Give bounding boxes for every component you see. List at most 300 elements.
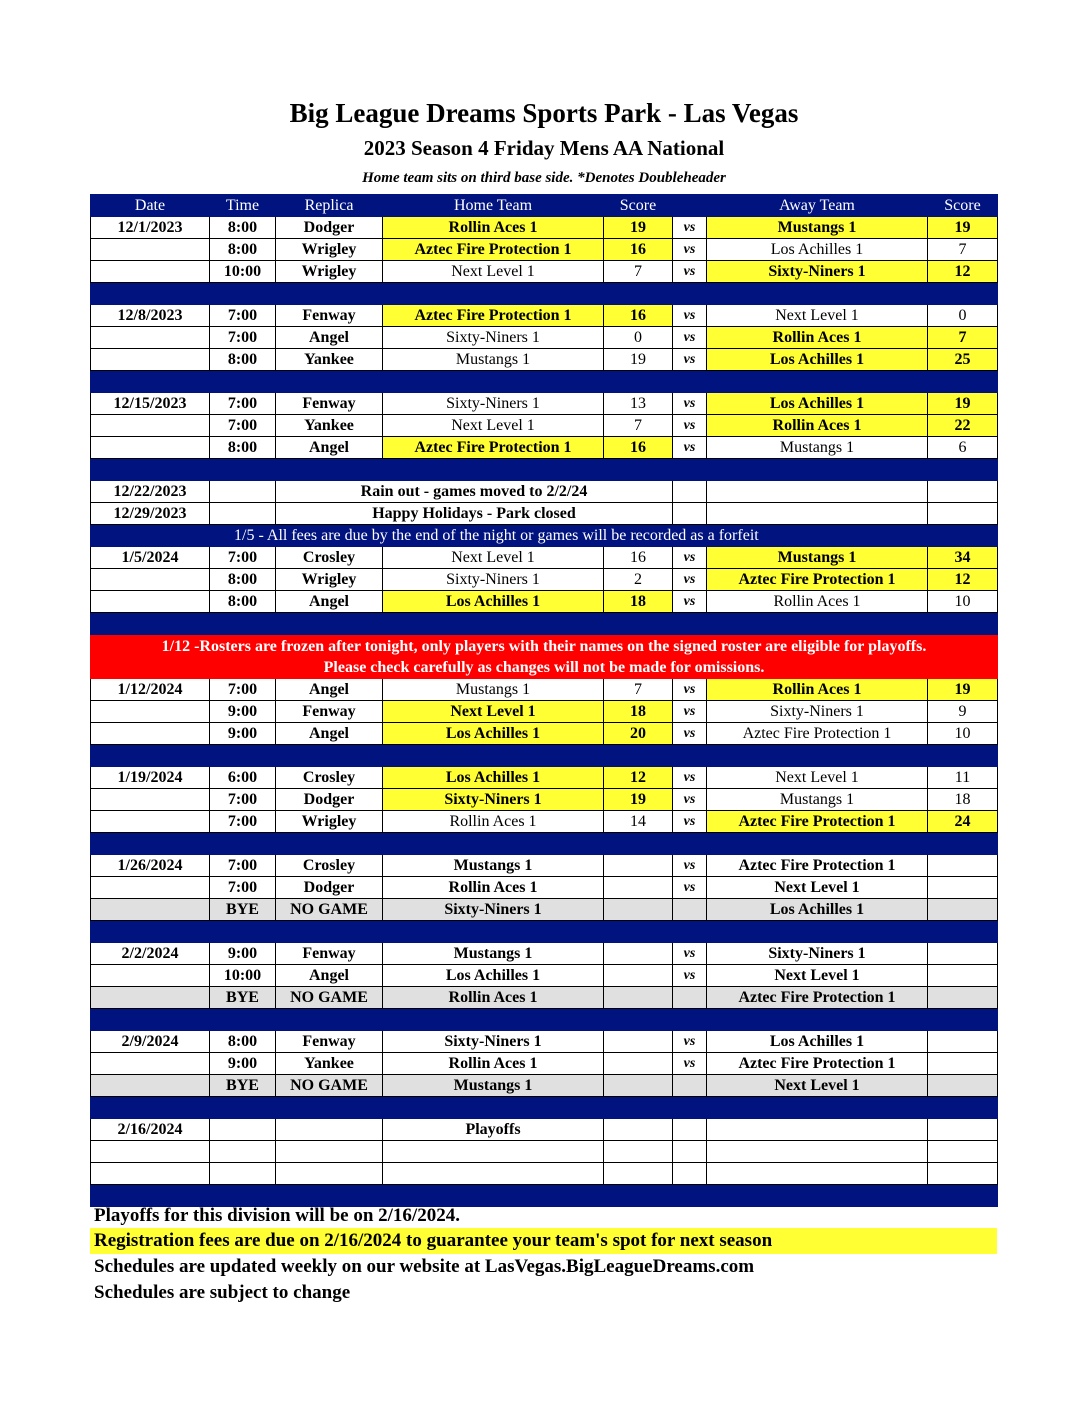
roster-alert: [91, 635, 998, 679]
separator-cell: [707, 371, 928, 393]
vs-cell: vs: [673, 547, 707, 569]
home-score-cell: [604, 1053, 673, 1075]
separator-cell: [276, 613, 383, 635]
replica-field-cell: NO GAME: [276, 1075, 383, 1097]
game-row: [91, 1163, 998, 1185]
vs-cell: vs: [673, 569, 707, 591]
home-team-cell: [383, 1163, 604, 1185]
separator-row: [91, 1097, 998, 1119]
vs-cell: [673, 987, 707, 1009]
replica-field-cell: Wrigley: [276, 239, 383, 261]
away-team-cell: Aztec Fire Protection 1: [707, 987, 928, 1009]
date-cell: 1/26/2024: [91, 855, 210, 877]
home-score-cell: [604, 1075, 673, 1097]
date-cell: [91, 723, 210, 745]
time-cell: 7:00: [210, 811, 276, 833]
date-cell: 1/19/2024: [91, 767, 210, 789]
game-row: [91, 1031, 998, 1053]
away-team-cell: Mustangs 1: [707, 789, 928, 811]
announcement-row: [91, 525, 998, 547]
away-team-cell: [707, 1141, 928, 1163]
vs-cell: vs: [673, 965, 707, 987]
home-team-cell: Mustangs 1: [383, 679, 604, 701]
away-team-cell: Los Achilles 1: [707, 393, 928, 415]
home-score-cell: 2: [604, 569, 673, 591]
time-cell: 9:00: [210, 1053, 276, 1075]
away-score-cell: [928, 855, 998, 877]
separator-cell: [928, 1097, 998, 1119]
home-score-cell: 16: [604, 239, 673, 261]
time-cell: [210, 503, 276, 525]
away-team-cell: Los Achilles 1: [707, 349, 928, 371]
time-cell: 7:00: [210, 547, 276, 569]
away-team-cell: Next Level 1: [707, 965, 928, 987]
separator-cell: [276, 459, 383, 481]
replica-field-cell: Crosley: [276, 855, 383, 877]
away-score-cell: 0: [928, 305, 998, 327]
vs-cell: vs: [673, 305, 707, 327]
home-score-cell: 18: [604, 701, 673, 723]
date-cell: 12/8/2023: [91, 305, 210, 327]
game-row: [91, 1141, 998, 1163]
replica-field-cell: Fenway: [276, 393, 383, 415]
separator-cell: [210, 745, 276, 767]
replica-field-cell: [276, 1163, 383, 1185]
time-cell: 10:00: [210, 261, 276, 283]
vs-cell: vs: [673, 723, 707, 745]
vs-cell: vs: [673, 943, 707, 965]
col-header-date: Date: [91, 195, 210, 217]
time-cell: 9:00: [210, 943, 276, 965]
home-score-cell: 16: [604, 437, 673, 459]
time-cell: [210, 1141, 276, 1163]
away-score-cell: [928, 1163, 998, 1185]
separator-cell: [604, 459, 673, 481]
away-score-cell: [928, 1141, 998, 1163]
away-score-cell: 10: [928, 723, 998, 745]
home-team-cell: Sixty-Niners 1: [383, 327, 604, 349]
footer-change-note: Schedules are subject to change: [94, 1282, 351, 1303]
replica-field-cell: NO GAME: [276, 899, 383, 921]
replica-field-cell: Angel: [276, 437, 383, 459]
away-team-cell: Rollin Aces 1: [707, 415, 928, 437]
separator-row: [91, 833, 998, 855]
home-team-cell: Aztec Fire Protection 1: [383, 437, 604, 459]
game-row: [91, 415, 998, 437]
replica-field-cell: Fenway: [276, 305, 383, 327]
separator-cell: [383, 459, 604, 481]
away-team-cell: [707, 1119, 928, 1141]
replica-field-cell: Crosley: [276, 767, 383, 789]
replica-field-cell: Wrigley: [276, 569, 383, 591]
bye-row: [91, 987, 998, 1009]
time-cell: 8:00: [210, 569, 276, 591]
home-team-cell: Sixty-Niners 1: [383, 393, 604, 415]
separator-cell: [604, 371, 673, 393]
home-score-cell: [604, 987, 673, 1009]
date-cell: [91, 591, 210, 613]
away-team-cell: Los Achilles 1: [707, 1031, 928, 1053]
date-cell: [91, 1053, 210, 1075]
game-row: [91, 789, 998, 811]
game-row: [91, 393, 998, 415]
separator-cell: [604, 833, 673, 855]
date-cell: [91, 877, 210, 899]
separator-cell: [383, 833, 604, 855]
date-cell: [91, 965, 210, 987]
separator-cell: [383, 371, 604, 393]
separator-cell: [276, 921, 383, 943]
game-row: [91, 1053, 998, 1075]
home-team-cell: Sixty-Niners 1: [383, 789, 604, 811]
separator-cell: [383, 613, 604, 635]
separator-cell: [383, 283, 604, 305]
home-team-cell: Mustangs 1: [383, 943, 604, 965]
separator-row: [91, 283, 998, 305]
vs-cell: vs: [673, 239, 707, 261]
game-row: [91, 547, 998, 569]
game-row: [91, 767, 998, 789]
replica-field-cell: Dodger: [276, 217, 383, 239]
home-score-cell: 19: [604, 217, 673, 239]
vs-cell: vs: [673, 789, 707, 811]
away-team-cell: Next Level 1: [707, 877, 928, 899]
separator-cell: [91, 745, 210, 767]
home-team-cell: Sixty-Niners 1: [383, 1031, 604, 1053]
away-score-cell: [928, 481, 998, 503]
separator-row: [91, 371, 998, 393]
time-cell: 7:00: [210, 877, 276, 899]
away-score-cell: 7: [928, 327, 998, 349]
date-cell: [91, 789, 210, 811]
replica-field-cell: [276, 1119, 383, 1141]
date-cell: [91, 899, 210, 921]
separator-cell: [928, 921, 998, 943]
separator-cell: [91, 921, 210, 943]
time-cell: BYE: [210, 987, 276, 1009]
vs-cell: vs: [673, 393, 707, 415]
away-team-cell: Mustangs 1: [707, 437, 928, 459]
separator-row: [91, 745, 998, 767]
away-score-cell: 24: [928, 811, 998, 833]
home-team-cell: Rollin Aces 1: [383, 217, 604, 239]
vs-cell: [673, 899, 707, 921]
home-score-cell: [604, 943, 673, 965]
date-cell: 12/29/2023: [91, 503, 210, 525]
replica-field-cell: Yankee: [276, 1053, 383, 1075]
home-score-cell: 0: [604, 327, 673, 349]
date-cell: [91, 569, 210, 591]
home-team-cell: Los Achilles 1: [383, 723, 604, 745]
home-team-cell: Playoffs: [383, 1119, 604, 1141]
separator-cell: [928, 613, 998, 635]
away-score-cell: [928, 1075, 998, 1097]
date-cell: [91, 701, 210, 723]
vs-cell: [673, 1141, 707, 1163]
away-score-cell: [928, 1053, 998, 1075]
away-team-cell: Aztec Fire Protection 1: [707, 723, 928, 745]
vs-cell: vs: [673, 415, 707, 437]
col-header-away-team: Away Team: [707, 195, 928, 217]
home-score-cell: 14: [604, 811, 673, 833]
vs-cell: [673, 1163, 707, 1185]
vs-cell: [673, 481, 707, 503]
time-cell: 7:00: [210, 305, 276, 327]
separator-cell: [707, 459, 928, 481]
away-score-cell: [928, 877, 998, 899]
separator-cell: [673, 745, 707, 767]
away-team-cell: Mustangs 1: [707, 547, 928, 569]
replica-field-cell: Angel: [276, 965, 383, 987]
note-text: Happy Holidays - Park closed: [276, 503, 673, 525]
home-team-cell: Rollin Aces 1: [383, 877, 604, 899]
game-row: [91, 437, 998, 459]
separator-cell: [210, 833, 276, 855]
game-row: [91, 679, 998, 701]
game-row: [91, 943, 998, 965]
separator-cell: [276, 371, 383, 393]
vs-cell: vs: [673, 855, 707, 877]
away-team-cell: Sixty-Niners 1: [707, 701, 928, 723]
home-score-cell: [604, 899, 673, 921]
separator-cell: [673, 371, 707, 393]
home-score-cell: 7: [604, 415, 673, 437]
separator-cell: [383, 745, 604, 767]
replica-field-cell: Dodger: [276, 877, 383, 899]
replica-field-cell: Fenway: [276, 943, 383, 965]
game-row: [91, 877, 998, 899]
bye-row: [91, 1075, 998, 1097]
time-cell: 10:00: [210, 965, 276, 987]
home-score-cell: 20: [604, 723, 673, 745]
replica-field-cell: Crosley: [276, 547, 383, 569]
away-team-cell: Next Level 1: [707, 305, 928, 327]
schedule-body: [91, 195, 998, 1207]
date-cell: 12/15/2023: [91, 393, 210, 415]
away-team-cell: Aztec Fire Protection 1: [707, 1053, 928, 1075]
replica-field-cell: Angel: [276, 591, 383, 613]
separator-cell: [383, 1097, 604, 1119]
separator-cell: [276, 745, 383, 767]
replica-field-cell: Fenway: [276, 701, 383, 723]
vs-cell: vs: [673, 261, 707, 283]
away-score-cell: [928, 965, 998, 987]
separator-cell: [91, 1097, 210, 1119]
col-header-replica: Replica: [276, 195, 383, 217]
separator-cell: [91, 613, 210, 635]
home-team-cell: Rollin Aces 1: [383, 811, 604, 833]
replica-field-cell: Yankee: [276, 415, 383, 437]
away-score-cell: 11: [928, 767, 998, 789]
separator-cell: [928, 283, 998, 305]
vs-cell: vs: [673, 1053, 707, 1075]
separator-cell: [210, 283, 276, 305]
home-score-cell: [604, 1163, 673, 1185]
vs-cell: vs: [673, 591, 707, 613]
announcement-text: 1/5 - All fees are due by the end of the night or games will be recorded as a forfeit: [210, 525, 998, 547]
home-score-cell: 7: [604, 679, 673, 701]
away-team-cell: Rollin Aces 1: [707, 679, 928, 701]
time-cell: 7:00: [210, 415, 276, 437]
date-cell: [91, 811, 210, 833]
away-team-cell: Aztec Fire Protection 1: [707, 811, 928, 833]
time-cell: [210, 481, 276, 503]
date-cell: 2/9/2024: [91, 1031, 210, 1053]
vs-cell: vs: [673, 811, 707, 833]
home-score-cell: 19: [604, 789, 673, 811]
home-score-cell: [604, 877, 673, 899]
game-row: [91, 701, 998, 723]
away-team-cell: Rollin Aces 1: [707, 591, 928, 613]
vs-cell: vs: [673, 349, 707, 371]
home-team-cell: [383, 1141, 604, 1163]
time-cell: 7:00: [210, 393, 276, 415]
home-score-cell: 16: [604, 305, 673, 327]
home-team-cell: Sixty-Niners 1: [383, 569, 604, 591]
game-row: [91, 811, 998, 833]
separator-cell: [210, 459, 276, 481]
bye-row: [91, 899, 998, 921]
vs-cell: vs: [673, 327, 707, 349]
separator-cell: [210, 921, 276, 943]
away-score-cell: 22: [928, 415, 998, 437]
home-team-cell: Next Level 1: [383, 547, 604, 569]
separator-cell: [707, 1097, 928, 1119]
vs-cell: [673, 1119, 707, 1141]
separator-cell: [276, 1097, 383, 1119]
time-cell: 9:00: [210, 723, 276, 745]
separator-cell: [707, 613, 928, 635]
time-cell: 8:00: [210, 437, 276, 459]
away-score-cell: [928, 1031, 998, 1053]
game-row: [91, 239, 998, 261]
date-cell: [91, 437, 210, 459]
separator-cell: [928, 833, 998, 855]
home-team-cell: Next Level 1: [383, 261, 604, 283]
separator-cell: [91, 1009, 210, 1031]
date-cell: 12/22/2023: [91, 481, 210, 503]
time-cell: [210, 1163, 276, 1185]
game-row: [91, 261, 998, 283]
date-cell: 1/5/2024: [91, 547, 210, 569]
home-team-cell: Mustangs 1: [383, 855, 604, 877]
date-cell: [91, 327, 210, 349]
replica-field-cell: Dodger: [276, 789, 383, 811]
home-score-cell: 13: [604, 393, 673, 415]
separator-cell: [707, 833, 928, 855]
game-row: [91, 305, 998, 327]
vs-cell: vs: [673, 679, 707, 701]
away-team-cell: Aztec Fire Protection 1: [707, 855, 928, 877]
date-cell: [91, 987, 210, 1009]
footer-playoffs-note: Playoffs for this division will be on 2/16/2024.: [94, 1205, 460, 1226]
away-team-cell: Los Achilles 1: [707, 899, 928, 921]
roster-alert-line1: 1/12 -Rosters are frozen after tonight, only players with their names on the signed roster are eligible for playoffs.: [161, 637, 927, 655]
home-score-cell: [604, 1031, 673, 1053]
header-row: [91, 195, 998, 217]
separator-cell: [276, 833, 383, 855]
home-score-cell: [604, 855, 673, 877]
date-cell: 12/1/2023: [91, 217, 210, 239]
time-cell: 8:00: [210, 1031, 276, 1053]
away-team-cell: [707, 503, 928, 525]
home-team-cell: Sixty-Niners 1: [383, 899, 604, 921]
home-team-cell: Next Level 1: [383, 415, 604, 437]
time-cell: BYE: [210, 1075, 276, 1097]
vs-cell: vs: [673, 701, 707, 723]
away-score-cell: 19: [928, 679, 998, 701]
game-row: [91, 569, 998, 591]
date-cell: [91, 261, 210, 283]
separator-cell: [928, 745, 998, 767]
vs-cell: vs: [673, 1031, 707, 1053]
date-cell: [91, 239, 210, 261]
vs-cell: [673, 503, 707, 525]
game-row: [91, 327, 998, 349]
away-score-cell: [928, 899, 998, 921]
replica-field-cell: Angel: [276, 679, 383, 701]
separator-cell: [210, 613, 276, 635]
away-score-cell: 7: [928, 239, 998, 261]
vs-cell: vs: [673, 877, 707, 899]
home-score-cell: 18: [604, 591, 673, 613]
footer-registration-note: Registration fees are due on 2/16/2024 to guarantee your team's spot for next season: [90, 1228, 997, 1254]
separator-cell: [673, 1097, 707, 1119]
date-cell: [91, 415, 210, 437]
home-team-cell: Rollin Aces 1: [383, 987, 604, 1009]
time-cell: 8:00: [210, 217, 276, 239]
away-team-cell: Los Achilles 1: [707, 239, 928, 261]
home-team-cell: Los Achilles 1: [383, 767, 604, 789]
home-team-cell: Aztec Fire Protection 1: [383, 239, 604, 261]
vs-cell: vs: [673, 767, 707, 789]
home-team-cell: Mustangs 1: [383, 349, 604, 371]
time-cell: 7:00: [210, 789, 276, 811]
away-score-cell: [928, 943, 998, 965]
replica-field-cell: Angel: [276, 723, 383, 745]
away-team-cell: Next Level 1: [707, 1075, 928, 1097]
col-header-home-score: Score: [604, 195, 673, 217]
separator-cell: [91, 371, 210, 393]
date-cell: [91, 1163, 210, 1185]
home-team-cell: Next Level 1: [383, 701, 604, 723]
separator-cell: [604, 613, 673, 635]
separator-cell: [707, 745, 928, 767]
time-cell: 8:00: [210, 239, 276, 261]
separator-cell: [928, 1009, 998, 1031]
away-score-cell: 25: [928, 349, 998, 371]
col-header-home-team: Home Team: [383, 195, 604, 217]
separator-cell: [673, 921, 707, 943]
replica-field-cell: [276, 1141, 383, 1163]
separator-cell: [673, 613, 707, 635]
separator-cell: [383, 1009, 604, 1031]
separator-cell: [276, 283, 383, 305]
away-team-cell: Aztec Fire Protection 1: [707, 569, 928, 591]
separator-cell: [604, 283, 673, 305]
note-text: Rain out - games moved to 2/2/24: [276, 481, 673, 503]
vs-cell: vs: [673, 437, 707, 459]
replica-field-cell: Angel: [276, 327, 383, 349]
roster-alert-line2: Please check carefully as changes will not be made for omissions.: [323, 658, 765, 676]
away-team-cell: [707, 481, 928, 503]
separator-cell: [91, 283, 210, 305]
separator-row: [91, 921, 998, 943]
away-score-cell: 19: [928, 393, 998, 415]
date-cell: 2/16/2024: [91, 1119, 210, 1141]
separator-cell: [604, 1097, 673, 1119]
home-score-cell: [604, 965, 673, 987]
